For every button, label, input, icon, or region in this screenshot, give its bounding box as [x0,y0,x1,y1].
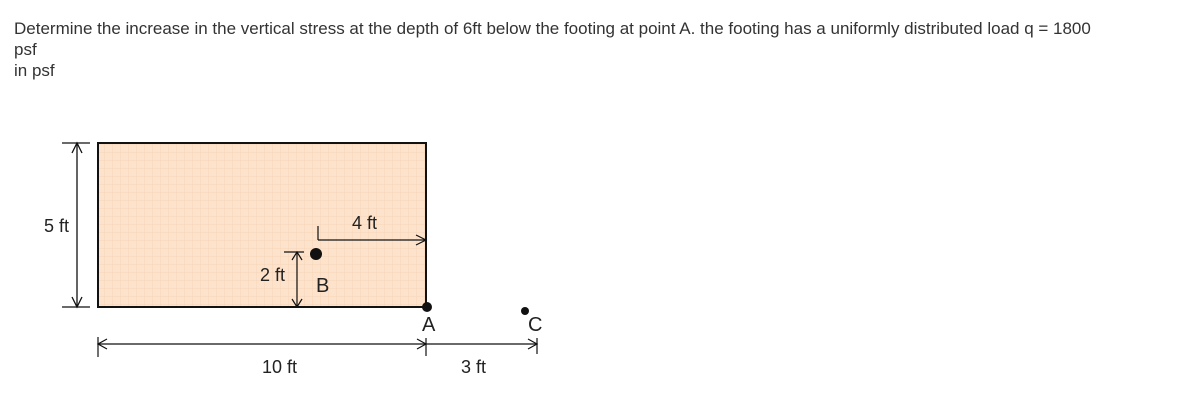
point-a-label: A [422,314,436,336]
dim-4ft-label: 4 ft [352,213,378,233]
dim-2ft-label: 2 ft [260,265,286,285]
dim-left-label: 5 ft [44,216,70,236]
point-b-marker [310,248,322,260]
point-a-marker [422,302,432,312]
question-line-1: Determine the increase in the vertical stress at the depth of 6ft below the footing at point A. the footing has a uniformly distributed load q = 1800 [14,19,1091,38]
dim-10ft-label: 10 ft [262,357,298,377]
dimension-3ft [426,338,537,356]
point-c-label: C [528,314,543,336]
dim-3ft-label: 3 ft [461,357,487,377]
question-line-2: psf [14,40,37,59]
question-line-3: in psf [14,61,55,80]
dimension-10ft [98,337,426,357]
point-b-label: B [316,275,330,297]
